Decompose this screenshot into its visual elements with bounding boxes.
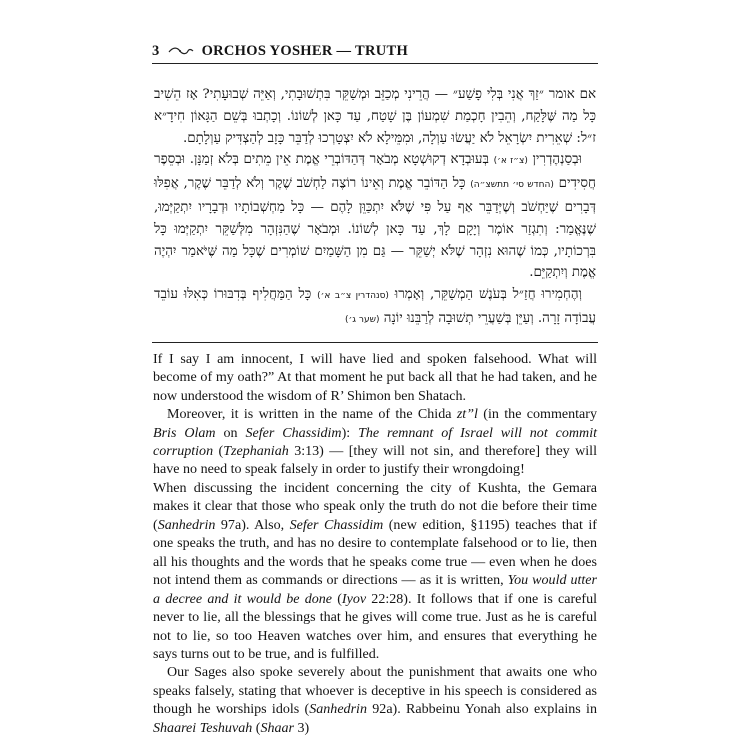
section-divider <box>152 342 598 343</box>
english-text-block <box>152 350 598 738</box>
english-text: ( <box>213 443 224 460</box>
english-italic: You would utter a decree and it would be done <box>153 572 597 607</box>
english-italic: Bris Olam <box>153 424 216 441</box>
hebrew-paragraph-text: אם אומר ״זַךְ אֲנִי בְּלִי פָשַׁע״ — הֲרֵינִי מְכַזֵּב וּמְשַׁקֵּר בִּתְשׁוּבָתִי, וְאַיֵּה שְׁבוּעָתִי? אָז הֵשִׁיב כָּל מַה שֶּׁלָּקַח, וְהֵבִין חָכְמַת שִׁמְעוֹן בֶּן שָׁטַח, עַד כָּאן לְשׁוֹנוֹ. וְכָתְבוּ בְּשֵׁם הַגָּאוֹן חִידָ״א ז״ל: שְׁאֵרִית יִשְׂרָאֵל לֹא יַעֲשׂוּ עַוְלָה, וּמִמֵּילָא לֹא יִצְטָרְכוּ לְדַבֵּר כָּזָב לְהַצְדִּיק עַוְלָתָם. <box>154 87 596 146</box>
book-page <box>152 38 598 738</box>
hebrew-paragraph <box>154 284 596 332</box>
english-italic: Sanhedrin <box>309 701 367 718</box>
english-text: When discussing the incident concerning the city of Kushta, the Gemara makes it clear that those who speak only the truth do not die before their time ( <box>153 479 597 533</box>
english-text: ): <box>341 424 359 441</box>
english-text: (in the commentary <box>477 406 597 423</box>
page-number: 3 <box>152 42 160 59</box>
hebrew-citation: (שער ג׳) <box>345 314 380 325</box>
english-text: ( <box>252 719 261 736</box>
english-paragraph <box>153 479 597 664</box>
english-italic: Sefer Chassidim <box>289 516 384 533</box>
english-text: 3:13) — [they will not sin, and therefore] they will have no need to speak falsely in order to justify their wrongdoing! <box>153 443 597 478</box>
english-text: 97a). Also, <box>215 516 290 533</box>
hebrew-text: וּבְסַנְהֶדְרִין <box>532 152 582 168</box>
english-text: 92a). Rabbeinu Yonah also explains in <box>366 701 597 718</box>
english-text: 3) <box>294 719 310 736</box>
hebrew-text: כָּל הַמַּחֲלִיף בְּדִבּוּרוֹ כְּאִלּוּ עוֹבֵד עֲבוֹדָה זָרָה. וְעַיֵּן בְּשַׁעֲרֵי תְשׁוּבָה לְרַבֵּנוּ יוֹנָה <box>154 287 596 326</box>
hebrew-citation: (צ״ז א׳) <box>493 156 528 167</box>
running-header <box>152 40 598 62</box>
hebrew-text: וְהֶחְמִירוּ חֲזַ״ל בְּעֹנֶשׁ הַמְשַׁקֵּר, וְאָמְרוּ <box>394 287 582 303</box>
english-italic: Iyov <box>341 590 367 607</box>
english-text: on <box>215 424 246 441</box>
book-title: ORCHOS YOSHER — TRUTH <box>201 42 409 59</box>
hebrew-text-block <box>152 84 598 332</box>
english-italic: The remnant of Israel will not commit corruption <box>153 424 598 460</box>
english-text: 22:28). It follows that if one is careful never to lie, all the blessings that he gives will come true. Just as he is careful not to lie, so too Heaven watches over him, and ensures that everything he says turns out to be true, and is fulfilled. <box>153 590 597 663</box>
english-text: ( <box>332 590 342 607</box>
english-italic: Sanhedrin <box>157 516 216 533</box>
english-text: If I say I am innocent, I will have lied and spoken falsehood. What will become of my oath?” At that moment he put back all that he had taken, and he now understood the wisdom of R’ Shimon ben Shatach. <box>153 350 597 404</box>
english-italic: zt”l <box>456 406 478 423</box>
english-paragraph <box>153 405 597 479</box>
english-italic: Shaar <box>260 719 295 736</box>
hebrew-citation: (החדש סי׳ תתשצ״ה) <box>470 180 554 191</box>
hebrew-citation: (סנהדרין צ״ב א׳) <box>317 291 389 302</box>
hebrew-text: כָּל הַדּוֹבֵר אֱמֶת וְאֵינוֹ רוֹצֶה לַחְשֹׁב שֶׁקֶר וְלֹא לְדַבֵּר שֶׁקֶר, אֲפִלּוּ דְּבָרִים שֶׁיַּחְשֹׁב וְשֶׁיְּדַבֵּר אַף עַל פִּי שֶׁלֹּא יִתְכַּוֵּן לָהֶם — כָּל מַחְשְׁבוֹתָיו וּדְבָרָיו יִתְקַיְּמוּ, שֶׁנֶּאֱמַר: וְתִגְזַר אוֹמֶר וְיָקָם לָךְ, עַד כָּאן לְשׁוֹנוֹ. וּמְבֹאָר שֶׁהַנִּזְהָר מִלְּשַׁקֵּר יִתְקַיְּמוּ כָּל בִּרְכוֹתָיו, כְּמוֹ שֶׁהוּא נִזְהָר שֶׁלֹּא יְשַׁקֵּר — גַּם מִן הַשָּׁמַיִם שׁוֹמְרִים שֶׁכָּל מַה שֶּׁיֹּאמַר יִהְיֶה אֱמֶת וְיִתְקַיֵּם. <box>154 176 596 281</box>
english-italic: Tzephaniah <box>223 443 289 460</box>
english-paragraph <box>153 350 597 405</box>
english-text: Moreover, it is written in the name of the Chida <box>167 406 457 423</box>
english-text: (new edition, §1195) teaches that if one speaks the truth, and has no desire to contemplate falsehood or to lie, then all his thoughts and the words that he speaks come true — even when he does not intend them as commands or directions — as it is written, <box>153 516 597 589</box>
english-italic: Shaarei Teshuvah <box>153 719 253 736</box>
flourish-icon <box>168 45 194 57</box>
header-divider <box>152 63 598 64</box>
english-paragraph <box>153 663 597 737</box>
english-italic: Sefer Chassidim <box>245 424 342 441</box>
hebrew-text: בְּעוּבְדָא דְקוּשְׁטָא מְבֹאָר דְּהַדּוֹבְרֵי אֱמֶת אֵין מֵתִים בְּלֹא זְמַנָּן. וּבְסֵפֶר חֲסִידִים <box>154 152 596 192</box>
hebrew-paragraph <box>154 84 596 149</box>
hebrew-paragraph <box>154 149 596 284</box>
english-text: Our Sages also spoke severely about the punishment that awaits one who speaks falsely, stating that whoever is deceptive in his speech is considered as though he worships idols ( <box>153 664 597 718</box>
